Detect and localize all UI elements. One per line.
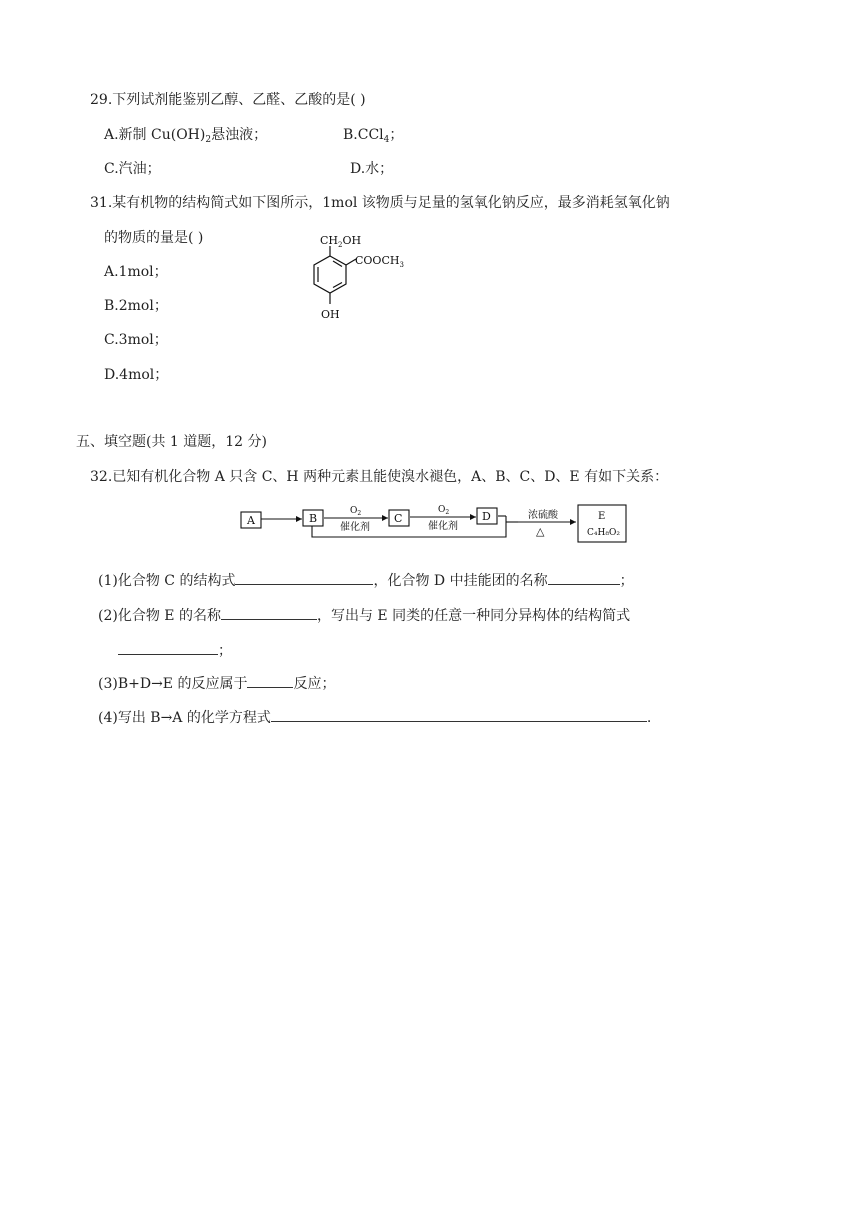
- q32-part-3-b: 反应；: [293, 676, 336, 692]
- q32-blank-equation[interactable]: [271, 707, 647, 722]
- q29-option-a-post: 悬浊液；: [211, 127, 268, 143]
- q32-part-2-b: ，写出与 E 同类的任意一种同分异构体的结构简式: [316, 608, 631, 624]
- section-5-title: 五、填空题(共 1 道题，12 分): [76, 434, 267, 450]
- q32-part-2: [98, 605, 630, 625]
- q32-part-1-b: ，化合物 D 中挂能团的名称: [373, 573, 548, 589]
- q29-option-d: D.水；: [350, 161, 394, 177]
- scheme-b: B: [309, 512, 318, 525]
- ch2oh-label: $CH_2OH$: [320, 234, 362, 249]
- ester-label: $COOCH_3$: [355, 254, 404, 269]
- q32-part-2-cont: [118, 640, 232, 660]
- q32-part-4: [98, 707, 651, 727]
- q32-part-4-b: .: [646, 710, 652, 726]
- q29-option-a-pre: A.新制 Cu(OH): [104, 127, 206, 143]
- scheme-catalyst-first: 催化剂: [340, 522, 370, 533]
- q32-part-1: [98, 570, 634, 590]
- q31-option-d: D.4mol；: [104, 367, 169, 383]
- q32-blank-c-structure[interactable]: [235, 570, 373, 585]
- q29-option-a-sub: 2: [205, 135, 212, 145]
- oh-label: OH: [321, 308, 340, 321]
- q29-option-c: C.汽油；: [104, 161, 161, 177]
- q29-option-b: [343, 126, 403, 144]
- question-31-stem-cont: 的物质的量是( ): [104, 230, 204, 246]
- scheme-a: A: [247, 514, 255, 527]
- scheme-e: E: [598, 511, 606, 522]
- question-32-stem: 32.已知有机化合物 A 只含 C、H 两种元素且能使溴水褪色，A、B、C、D、E 有如下关系：: [90, 469, 669, 485]
- q31-structure-diagram: [290, 226, 410, 330]
- q31-option-c: C.3mol；: [104, 332, 168, 348]
- q29-option-b-sub: 4: [383, 135, 390, 145]
- scheme-e-formula: C₄H₈O₂: [587, 528, 620, 538]
- scheme-d: D: [482, 510, 491, 523]
- scheme-conc-sulfuric-acid: 浓硫酸: [528, 510, 558, 521]
- q32-part-2-a: (2)化合物 E 的名称: [98, 608, 221, 624]
- q31-option-a: A.1mol；: [104, 264, 168, 280]
- scheme-heat: △: [536, 525, 545, 538]
- q29-option-b-post: ；: [389, 127, 404, 143]
- q32-part-1-c: ；: [619, 573, 634, 589]
- scheme-catalyst-second: 催化剂: [428, 521, 458, 532]
- q32-part-4-a: (4)写出 B→A 的化学方程式: [98, 710, 271, 726]
- q29-option-b-pre: B.CCl: [343, 127, 384, 143]
- q32-blank-reaction-type[interactable]: [247, 673, 293, 688]
- q32-blank-e-name[interactable]: [221, 605, 317, 620]
- q32-blank-d-functional-group[interactable]: [548, 570, 620, 585]
- question-29-stem: 29.下列试剂能鉴别乙醇、乙醛、乙酸的是( ): [90, 92, 366, 108]
- q32-reaction-scheme: [236, 500, 632, 550]
- q32-part-3-a: (3)B+D→E 的反应属于: [98, 676, 248, 692]
- question-31-stem: 31.某有机物的结构简式如下图所示，1mol 该物质与足量的氢氧化钠反应，最多消耗氢氧化钠: [90, 195, 670, 211]
- q31-option-b: B.2mol；: [104, 298, 168, 314]
- scheme-c: C: [394, 512, 403, 525]
- scheme-o2-second: $O_2$: [438, 505, 450, 516]
- q32-part-2-c: ；: [218, 643, 232, 659]
- q32-part-1-a: (1)化合物 C 的结构式: [98, 573, 236, 589]
- scheme-o2-first: $O_2$: [350, 506, 362, 517]
- q32-part-3: [98, 673, 335, 693]
- q32-blank-isomer[interactable]: [118, 640, 218, 655]
- q29-option-a: [104, 126, 267, 144]
